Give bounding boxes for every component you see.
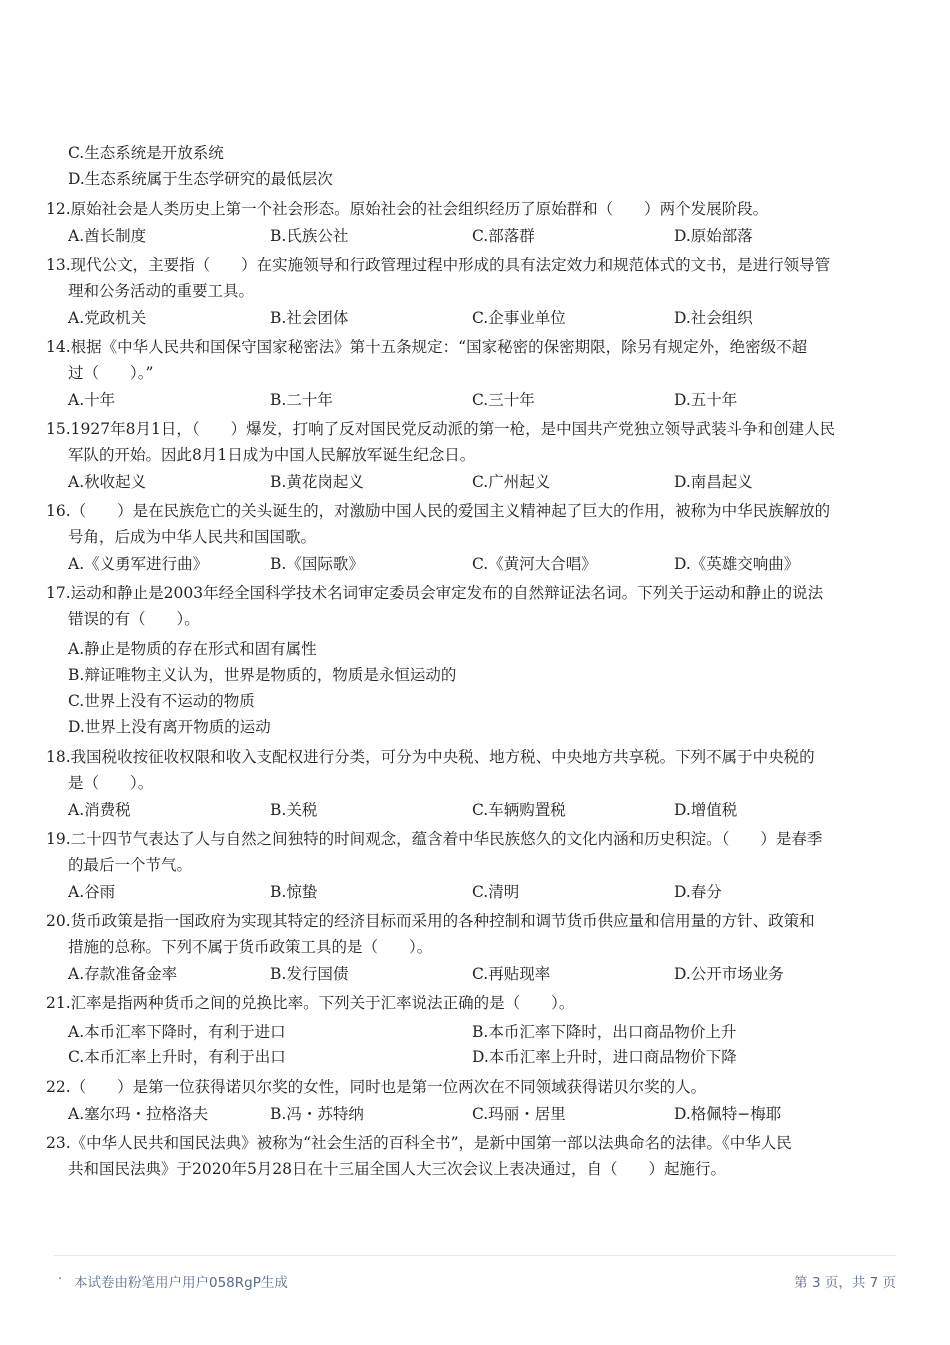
question-22-options	[46, 1100, 876, 1128]
question-21-stem: 21.汇率是指两种货币之间的兑换比率。下列关于汇率说法正确的是（ ）。	[46, 994, 575, 1012]
option: D.南昌起义	[674, 473, 753, 491]
option: C.广州起义	[472, 473, 551, 491]
option: B.黄花岗起义	[270, 473, 364, 491]
option: C.清明	[472, 883, 520, 901]
option: C.世界上没有不运动的物质	[68, 692, 255, 710]
option: A.十年	[68, 391, 116, 409]
page-content	[46, 140, 876, 1182]
question-21-options-row2	[46, 1045, 876, 1070]
option: C.企事业单位	[472, 309, 566, 327]
question-13-stem-line1: 13.现代公文，主要指（ ）在实施领导和行政管理过程中形成的具有法定效力和规范体式的文书，是进行领导管	[46, 256, 831, 274]
option: D.世界上没有离开物质的运动	[68, 718, 271, 736]
option: D.原始部落	[674, 227, 753, 245]
option: A.《义勇军进行曲》	[68, 555, 209, 573]
question-15-stem-line2: 军队的开始。因此8月1日成为中国人民解放军诞生纪念日。	[68, 446, 476, 464]
question-16-stem-line1: 16.（ ）是在民族危亡的关头诞生的，对激励中国人民的爱国主义精神起了巨大的作用，被称为中华民族解放的	[46, 502, 831, 520]
question-18-stem-line2: 是（ ）。	[68, 774, 154, 792]
option: B.发行国债	[270, 965, 349, 983]
option: B.辩证唯物主义认为，世界是物质的，物质是永恒运动的	[68, 666, 457, 684]
option: B.氏族公社	[270, 227, 349, 245]
question-12-stem: 12.原始社会是人类历史上第一个社会形态。原始社会的社会组织经历了原始群和（ ）两个发展阶段。	[46, 200, 769, 218]
question-18-options	[46, 796, 876, 824]
footer-divider	[54, 1255, 896, 1256]
option: C.再贴现率	[472, 965, 551, 983]
question-20-stem-line2: 措施的总称。下列不属于货币政策工具的是（ ）。	[68, 938, 433, 956]
option: A.消费税	[68, 801, 131, 819]
footer-generated-by: 本试卷由粉笔用户用户058RgP生成	[74, 1275, 288, 1291]
option: D.春分	[674, 883, 722, 901]
option: D.本币汇率上升时，进口商品物价下降	[472, 1048, 737, 1066]
option: B.本币汇率下降时，出口商品物价上升	[472, 1023, 737, 1041]
question-15-options	[46, 468, 876, 496]
question-21-options-row1	[46, 1020, 876, 1045]
option: B.关税	[270, 801, 318, 819]
option: D.格佩特−梅耶	[674, 1105, 782, 1123]
question-18-stem-line1: 18.我国税收按征收权限和收入支配权进行分类，可分为中央税、地方税、中央地方共享税。下列不属于中央税的	[46, 748, 815, 766]
option: D.五十年	[674, 391, 738, 409]
question-14-stem-line2: 过（ ）。”	[68, 364, 154, 382]
footer-bullet-icon: ·	[58, 1271, 63, 1287]
prev-option-c: C.生态系统是开放系统	[68, 144, 224, 162]
question-13-options	[46, 304, 876, 332]
option: A.存款准备金率	[68, 965, 178, 983]
option: C.部落群	[472, 227, 535, 245]
option: A.谷雨	[68, 883, 116, 901]
option: A.酋长制度	[68, 227, 147, 245]
question-19-stem-line2: 的最后一个节气。	[68, 856, 193, 874]
option: C.本币汇率上升时，有利于出口	[68, 1048, 286, 1066]
option: D.公开市场业务	[674, 965, 784, 983]
question-22-stem: 22.（ ）是第一位获得诺贝尔奖的女性，同时也是第一位两次在不同领域获得诺贝尔奖的人。	[46, 1078, 707, 1096]
question-19-options	[46, 878, 876, 906]
option: D.《英雄交响曲》	[674, 555, 800, 573]
question-14-options	[46, 386, 876, 414]
question-16-stem-line2: 号角，后成为中华人民共和国国歌。	[68, 528, 317, 546]
question-19-stem-line1: 19.二十四节气表达了人与自然之间独特的时间观念，蕴含着中华民族悠久的文化内涵和历史积淀。（ ）是春季	[46, 830, 823, 848]
option: B.惊蛰	[270, 883, 318, 901]
question-17-stem-line1: 17.运动和静止是2003年经全国科学技术名词审定委员会审定发布的自然辩证法名词。下列关于运动和静止的说法	[46, 584, 824, 602]
question-12-options	[46, 222, 876, 250]
option: B.《国际歌》	[270, 555, 364, 573]
question-17-stem-line2: 错误的有（ ）。	[68, 610, 200, 628]
footer-page-number: 第 3 页，共 7 页	[794, 1275, 896, 1291]
prev-option-d: D.生态系统属于生态学研究的最低层次	[68, 170, 333, 188]
question-20-options	[46, 960, 876, 988]
option: B.冯・苏特纳	[270, 1105, 364, 1123]
option: C.三十年	[472, 391, 535, 409]
option: A.静止是物质的存在形式和固有属性	[68, 640, 317, 658]
option: C.玛丽・居里	[472, 1105, 566, 1123]
question-23-stem-line1: 23.《中华人民共和国民法典》被称为“社会生活的百科全书”，是新中国第一部以法典命名的法律。《中华人民	[46, 1134, 792, 1152]
option: A.塞尔玛・拉格洛夫	[68, 1105, 209, 1123]
option: A.本币汇率下降时，有利于进口	[68, 1023, 286, 1041]
question-16-options	[46, 550, 876, 578]
option: C.《黄河大合唱》	[472, 555, 597, 573]
option: B.二十年	[270, 391, 333, 409]
option: B.社会团体	[270, 309, 349, 327]
question-14-stem-line1: 14.根据《中华人民共和国保守国家秘密法》第十五条规定：“国家秘密的保密期限，除另有规定外，绝密级不超	[46, 338, 808, 356]
question-13-stem-line2: 理和公务活动的重要工具。	[68, 282, 255, 300]
option: A.党政机关	[68, 309, 147, 327]
page-footer	[58, 1271, 896, 1291]
question-20-stem-line1: 20.货币政策是指一国政府为实现其特定的经济目标而采用的各种控制和调节货币供应量和信用量的方针、政策和	[46, 912, 815, 930]
option: A.秋收起义	[68, 473, 147, 491]
option: D.增值税	[674, 801, 738, 819]
option: D.社会组织	[674, 309, 753, 327]
question-23-stem-line2: 共和国民法典》于2020年5月28日在十三届全国人大三次会议上表决通过，自（ ）起施行。	[68, 1160, 727, 1178]
option: C.车辆购置税	[472, 801, 566, 819]
question-15-stem-line1: 15.1927年8月1日，（ ）爆发，打响了反对国民党反动派的第一枪，是中国共产党独立领导武装斗争和创建人民	[46, 420, 836, 438]
